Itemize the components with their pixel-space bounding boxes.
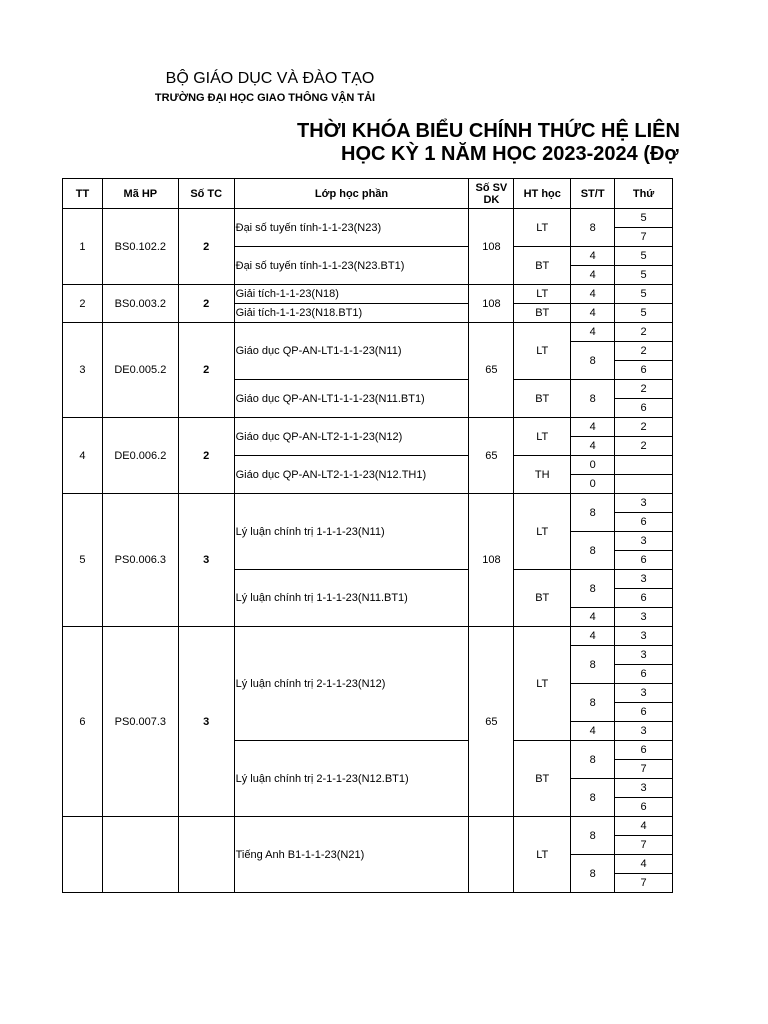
- course-credits: 2: [178, 285, 234, 323]
- course-index: 2: [63, 285, 103, 323]
- header-study-form: HT học: [514, 179, 571, 209]
- weekday: 2: [615, 323, 673, 342]
- table-header-row: [63, 179, 673, 209]
- study-form: LT: [514, 418, 571, 456]
- periods-per-week: 4: [571, 722, 615, 741]
- weekday: [615, 475, 673, 494]
- periods-per-week: 4: [571, 437, 615, 456]
- periods-per-week: 4: [571, 323, 615, 342]
- course-credits: [178, 817, 234, 893]
- weekday: 3: [615, 646, 673, 665]
- course-code: PS0.007.3: [102, 627, 178, 817]
- weekday: 2: [615, 342, 673, 361]
- weekday: 4: [615, 855, 673, 874]
- course-credits: 2: [178, 323, 234, 418]
- weekday: 7: [615, 874, 673, 893]
- study-form: BT: [514, 304, 571, 323]
- weekday: 5: [615, 304, 673, 323]
- course-code: DE0.005.2: [102, 323, 178, 418]
- study-form: LT: [514, 494, 571, 570]
- weekday: 2: [615, 437, 673, 456]
- registered-students: 108: [469, 209, 514, 285]
- weekday: 3: [615, 722, 673, 741]
- course-index: [63, 817, 103, 893]
- class-section-name: Giáo dục QP-AN-LT2-1-1-23(N12): [234, 418, 469, 456]
- study-form: BT: [514, 380, 571, 418]
- study-form: BT: [514, 741, 571, 817]
- registered-students: [469, 817, 514, 893]
- study-form: LT: [514, 323, 571, 380]
- periods-per-week: 8: [571, 494, 615, 532]
- course-index: 4: [63, 418, 103, 494]
- table-row: [63, 627, 673, 646]
- periods-per-week: 4: [571, 418, 615, 437]
- course-index: 5: [63, 494, 103, 627]
- course-credits: 2: [178, 209, 234, 285]
- document-title-line-2: HỌC KỲ 1 NĂM HỌC 2023-2024 (Đợ: [341, 143, 679, 165]
- weekday: 5: [615, 209, 673, 228]
- course-credits: 3: [178, 494, 234, 627]
- periods-per-week: 8: [571, 532, 615, 570]
- weekday: 6: [615, 665, 673, 684]
- weekday: 7: [615, 760, 673, 779]
- table-row: [63, 323, 673, 342]
- table-row: [63, 418, 673, 437]
- course-credits: 3: [178, 627, 234, 817]
- periods-per-week: 8: [571, 209, 615, 247]
- periods-per-week: 4: [571, 266, 615, 285]
- weekday: 2: [615, 418, 673, 437]
- periods-per-week: 4: [571, 304, 615, 323]
- study-form: LT: [514, 209, 571, 247]
- weekday: 7: [615, 836, 673, 855]
- periods-per-week: 0: [571, 475, 615, 494]
- weekday: 6: [615, 741, 673, 760]
- weekday: 5: [615, 247, 673, 266]
- periods-per-week: 8: [571, 380, 615, 418]
- course-index: 6: [63, 627, 103, 817]
- weekday: 6: [615, 589, 673, 608]
- weekday: 3: [615, 779, 673, 798]
- class-section-name: Tiếng Anh B1-1-1-23(N21): [234, 817, 469, 893]
- weekday: 6: [615, 798, 673, 817]
- course-index: 1: [63, 209, 103, 285]
- class-section-name: Lý luận chính trị 2-1-1-23(N12.BT1): [234, 741, 469, 817]
- class-section-name: Giáo dục QP-AN-LT2-1-1-23(N12.TH1): [234, 456, 469, 494]
- class-section-name: Lý luận chính trị 2-1-1-23(N12): [234, 627, 469, 741]
- header-credits: Số TC: [178, 179, 234, 209]
- header-class-section: Lớp học phần: [234, 179, 469, 209]
- course-code: PS0.006.3: [102, 494, 178, 627]
- ministry-name: BỘ GIÁO DỤC VÀ ĐÀO TẠO: [165, 70, 375, 87]
- course-code: [102, 817, 178, 893]
- periods-per-week: 8: [571, 779, 615, 817]
- study-form: BT: [514, 247, 571, 285]
- weekday: 6: [615, 361, 673, 380]
- weekday: 3: [615, 494, 673, 513]
- header-tt: TT: [63, 179, 103, 209]
- periods-per-week: 8: [571, 342, 615, 380]
- periods-per-week: 8: [571, 646, 615, 684]
- weekday: 3: [615, 570, 673, 589]
- header-registered-students: Số SV DK: [469, 179, 514, 209]
- weekday: 6: [615, 513, 673, 532]
- registered-students: 65: [469, 323, 514, 418]
- weekday: 6: [615, 399, 673, 418]
- class-section-name: Đại số tuyến tính-1-1-23(N23): [234, 209, 469, 247]
- periods-per-week: 8: [571, 855, 615, 893]
- class-section-name: Giải tích-1-1-23(N18): [234, 285, 469, 304]
- class-section-name: Giáo dục QP-AN-LT1-1-1-23(N11): [234, 323, 469, 380]
- weekday: 2: [615, 380, 673, 399]
- course-code: BS0.102.2: [102, 209, 178, 285]
- registered-students: 108: [469, 285, 514, 323]
- table-row: [63, 285, 673, 304]
- course-index: 3: [63, 323, 103, 418]
- study-form: BT: [514, 570, 571, 627]
- periods-per-week: 4: [571, 285, 615, 304]
- weekday: 6: [615, 703, 673, 722]
- weekday: 3: [615, 627, 673, 646]
- registered-students: 108: [469, 494, 514, 627]
- periods-per-week: 8: [571, 684, 615, 722]
- timetable-body: [63, 179, 673, 893]
- registered-students: 65: [469, 627, 514, 817]
- study-form: LT: [514, 285, 571, 304]
- periods-per-week: 0: [571, 456, 615, 475]
- timetable: [62, 178, 673, 893]
- class-section-name: Lý luận chính trị 1-1-1-23(N11): [234, 494, 469, 570]
- periods-per-week: 8: [571, 741, 615, 779]
- university-name: TRƯỜNG ĐẠI HỌC GIAO THÔNG VẬN TẢI: [154, 92, 376, 104]
- weekday: 5: [615, 266, 673, 285]
- study-form: TH: [514, 456, 571, 494]
- table-row: [63, 817, 673, 836]
- periods-per-week: 4: [571, 627, 615, 646]
- weekday: 6: [615, 551, 673, 570]
- header-course-code: Mã HP: [102, 179, 178, 209]
- weekday: 3: [615, 608, 673, 627]
- periods-per-week: 4: [571, 247, 615, 266]
- class-section-name: Lý luận chính trị 1-1-1-23(N11.BT1): [234, 570, 469, 627]
- periods-per-week: 4: [571, 608, 615, 627]
- course-code: DE0.006.2: [102, 418, 178, 494]
- study-form: LT: [514, 817, 571, 893]
- course-code: BS0.003.2: [102, 285, 178, 323]
- table-row: [63, 494, 673, 513]
- weekday: 7: [615, 228, 673, 247]
- header-weekday: Thứ: [615, 179, 673, 209]
- table-row: [63, 209, 673, 228]
- course-credits: 2: [178, 418, 234, 494]
- periods-per-week: 8: [571, 570, 615, 608]
- header-periods: ST/T: [571, 179, 615, 209]
- weekday: 4: [615, 817, 673, 836]
- weekday: 3: [615, 684, 673, 703]
- document-title-line-1: THỜI KHÓA BIỂU CHÍNH THỨC HỆ LIÊN: [297, 120, 680, 142]
- class-section-name: Đại số tuyến tính-1-1-23(N23.BT1): [234, 247, 469, 285]
- weekday: 5: [615, 285, 673, 304]
- class-section-name: Giải tích-1-1-23(N18.BT1): [234, 304, 469, 323]
- periods-per-week: 8: [571, 817, 615, 855]
- timetable-viewport: [62, 178, 673, 942]
- weekday: 3: [615, 532, 673, 551]
- registered-students: 65: [469, 418, 514, 494]
- class-section-name: Giáo dục QP-AN-LT1-1-1-23(N11.BT1): [234, 380, 469, 418]
- study-form: LT: [514, 627, 571, 741]
- weekday: [615, 456, 673, 475]
